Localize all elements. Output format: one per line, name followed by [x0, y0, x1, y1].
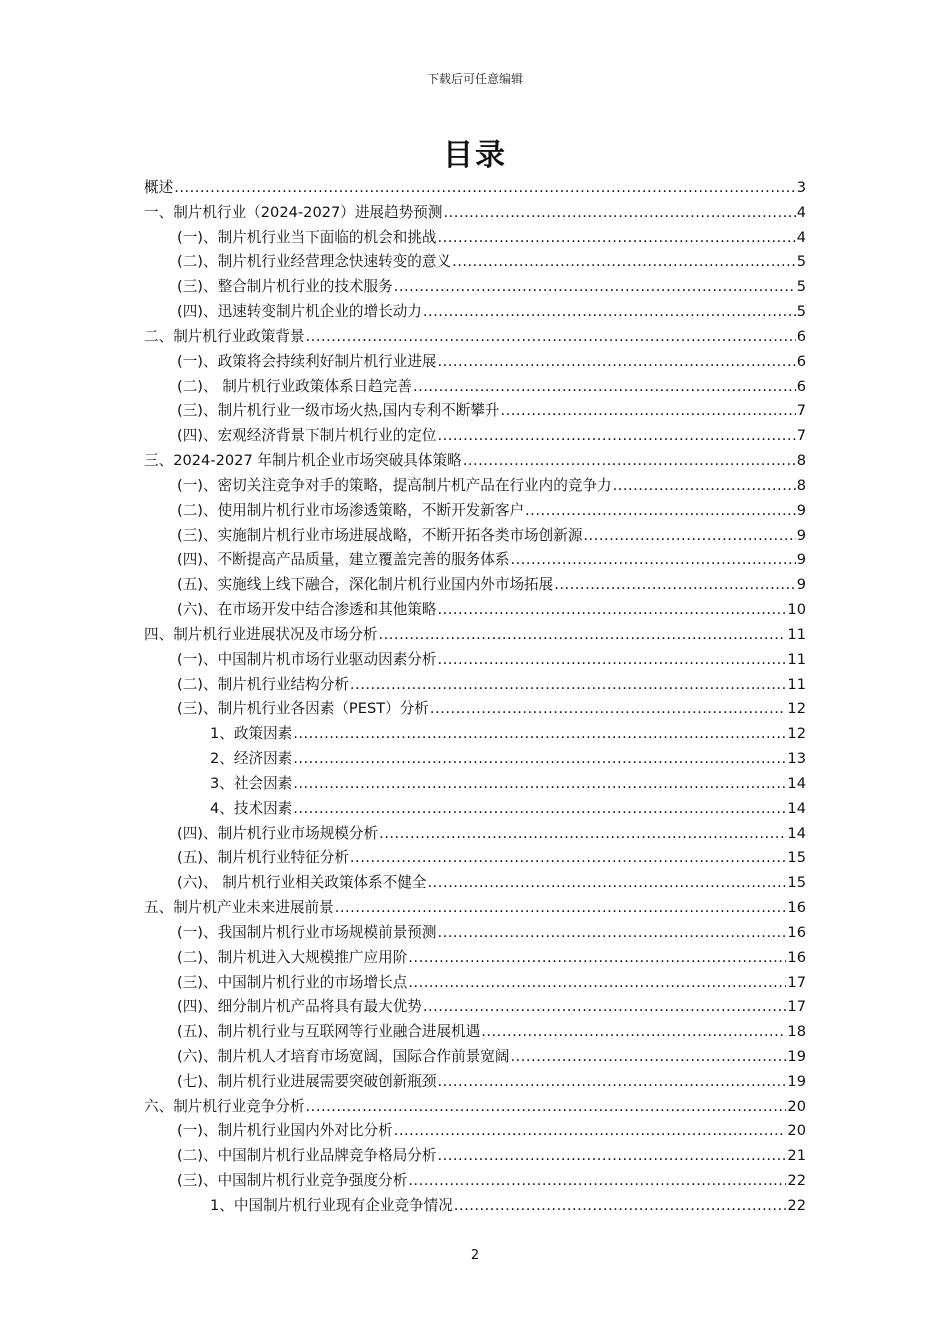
toc-leader-dots	[423, 300, 796, 325]
toc-entry[interactable]	[144, 499, 806, 524]
toc-entry[interactable]	[144, 375, 806, 400]
toc-leader-dots	[437, 350, 795, 375]
toc-entry-text: (五)、实施线上线下融合，深化制片机行业国内外市场拓展	[177, 576, 554, 594]
toc-entry-text: (二)、制片机行业结构分析	[177, 675, 349, 693]
toc-entry[interactable]	[144, 449, 806, 474]
toc-entry[interactable]	[144, 300, 806, 325]
toc-entry-page: 11	[787, 650, 806, 668]
toc-entry[interactable]	[144, 1169, 806, 1194]
toc-entry-text: (二)、 制片机行业政策体系日趋完善	[177, 377, 412, 395]
toc-leader-dots	[437, 1070, 786, 1095]
toc-leader-dots	[335, 896, 787, 921]
toc-entry[interactable]	[144, 995, 806, 1020]
toc-entry[interactable]	[144, 747, 806, 772]
toc-entry[interactable]	[144, 896, 806, 921]
toc-leader-dots	[437, 1144, 786, 1169]
toc-entry-page: 3	[796, 179, 806, 196]
toc-entry-page: 16	[787, 948, 806, 966]
toc-entry-page: 5	[796, 253, 806, 271]
toc-leader-dots	[437, 648, 786, 673]
toc-entry-text: (一)、制片机行业国内外对比分析	[177, 1122, 393, 1140]
toc-entry[interactable]	[144, 648, 806, 673]
toc-leader-dots	[437, 921, 786, 946]
toc-entry-text: (五)、制片机行业与互联网等行业融合进展机遇	[177, 1023, 481, 1041]
toc-entry[interactable]	[144, 226, 806, 251]
toc-entry-page: 6	[796, 377, 806, 395]
toc-leader-dots	[501, 399, 796, 424]
toc-leader-dots	[430, 697, 787, 722]
toc-entry-text: 四、制片机行业进展状况及市场分析	[144, 625, 378, 643]
toc-entry[interactable]	[144, 623, 806, 648]
toc-entry[interactable]	[144, 1020, 806, 1045]
toc-entry-page: 14	[787, 774, 806, 792]
toc-entry[interactable]	[144, 822, 806, 847]
toc-entry[interactable]	[144, 772, 806, 797]
toc-leader-dots	[408, 1169, 786, 1194]
toc-entry-text: (五)、制片机行业特征分析	[177, 849, 349, 867]
toc-entry-page: 7	[796, 427, 806, 445]
toc-entry-text: 概述	[144, 179, 174, 196]
toc-entry-page: 19	[787, 1072, 806, 1090]
toc-entry-text: (六)、 制片机行业相关政策体系不健全	[177, 874, 427, 892]
toc-entry[interactable]	[144, 971, 806, 996]
toc-leader-dots	[510, 548, 795, 573]
toc-entry[interactable]	[144, 598, 806, 623]
toc-entry-page: 22	[787, 1172, 806, 1190]
toc-entry-page: 9	[796, 501, 806, 519]
toc-entry-text: (四)、不断提高产品质量，建立覆盖完善的服务体系	[177, 551, 510, 569]
toc-leader-dots	[413, 375, 796, 400]
toc-entry-text: (二)、使用制片机行业市场渗透策略，不断开发新客户	[177, 501, 525, 519]
toc-entry-page: 16	[787, 923, 806, 941]
toc-leader-dots	[613, 474, 796, 499]
toc-entry[interactable]	[144, 573, 806, 598]
toc-leader-dots	[454, 1194, 787, 1219]
header-note: 下载后可任意编辑	[426, 72, 523, 86]
toc-entry[interactable]	[144, 474, 806, 499]
toc-entry-text: (三)、中国制片机行业的市场增长点	[177, 973, 408, 991]
toc-entry-page: 20	[787, 1097, 806, 1115]
toc-entry[interactable]	[144, 424, 806, 449]
toc-entry-page: 15	[787, 849, 806, 867]
toc-leader-dots	[423, 995, 787, 1020]
toc-entry[interactable]	[144, 797, 806, 822]
toc-entry[interactable]	[144, 921, 806, 946]
toc-entry-page: 17	[787, 998, 806, 1016]
toc-leader-dots	[408, 971, 786, 996]
toc-leader-dots	[350, 846, 787, 871]
toc-entry[interactable]	[144, 946, 806, 971]
toc-entry-text: 二、制片机行业政策背景	[144, 327, 305, 345]
toc-leader-dots	[394, 275, 796, 300]
toc-entry-page: 21	[787, 1147, 806, 1165]
toc-entry-page: 8	[796, 476, 806, 494]
toc-entry[interactable]	[144, 176, 806, 201]
toc-entry-page: 8	[796, 452, 806, 470]
toc-entry[interactable]	[144, 1070, 806, 1095]
toc-entry-text: (三)、中国制片机行业竞争强度分析	[177, 1172, 408, 1190]
toc-entry[interactable]	[144, 673, 806, 698]
toc-entry[interactable]	[144, 524, 806, 549]
toc-leader-dots	[394, 1119, 787, 1144]
toc-entry[interactable]	[144, 1045, 806, 1070]
toc-entry[interactable]	[144, 548, 806, 573]
toc-entry-text: (三)、整合制片机行业的技术服务	[177, 278, 393, 296]
toc-leader-dots	[306, 1095, 787, 1120]
toc-entry-text: 1、政策因素	[210, 725, 293, 743]
toc-entry-page: 22	[787, 1196, 806, 1214]
toc-leader-dots	[525, 499, 796, 524]
toc-entry-page: 6	[796, 352, 806, 370]
toc-entry-text: 三、2024-2027 年制片机企业市场突破具体策略	[144, 452, 462, 470]
toc-entry[interactable]	[144, 250, 806, 275]
table-of-contents	[144, 176, 806, 1219]
toc-entry[interactable]	[144, 1144, 806, 1169]
toc-entry-page: 14	[787, 799, 806, 817]
toc-entry-text: 1、中国制片机行业现有企业竞争情况	[210, 1196, 453, 1214]
toc-entry[interactable]	[144, 325, 806, 350]
toc-entry-text: (六)、制片机人才培育市场宽阔，国际合作前景宽阔	[177, 1047, 510, 1065]
toc-entry-text: (二)、制片机进入大规模推广应用阶	[177, 948, 408, 966]
toc-entry-text: (一)、中国制片机市场行业驱动因素分析	[177, 650, 437, 668]
toc-entry-text: (六)、在市场开发中结合渗透和其他策略	[177, 601, 437, 619]
toc-entry-page: 11	[787, 675, 806, 693]
toc-entry-page: 7	[796, 402, 806, 420]
toc-entry-page: 12	[787, 725, 806, 743]
toc-entry-page: 20	[787, 1122, 806, 1140]
toc-leader-dots	[306, 325, 796, 350]
toc-entry[interactable]	[144, 871, 806, 896]
toc-entry-page: 9	[796, 526, 806, 544]
toc-leader-dots	[174, 176, 796, 201]
page-number: 2	[470, 1248, 480, 1263]
toc-entry[interactable]	[144, 350, 806, 375]
toc-entry-text: (一)、密切关注竞争对手的策略，提高制片机产品在行业内的竞争力	[177, 476, 612, 494]
toc-leader-dots	[293, 772, 786, 797]
toc-entry-page: 11	[787, 625, 806, 643]
toc-entry-text: (四)、制片机行业市场规模分析	[177, 824, 379, 842]
toc-leader-dots	[293, 747, 786, 772]
toc-entry-page: 10	[787, 601, 806, 619]
toc-entry-page: 17	[787, 973, 806, 991]
toc-leader-dots	[583, 524, 795, 549]
toc-entry[interactable]	[144, 697, 806, 722]
toc-entry-text: 2、经济因素	[210, 750, 293, 768]
page-title: 目录	[443, 138, 507, 173]
toc-leader-dots	[379, 623, 787, 648]
toc-entry[interactable]	[144, 1119, 806, 1144]
toc-entry-page: 13	[787, 750, 806, 768]
toc-entry-page: 18	[787, 1023, 806, 1041]
toc-entry[interactable]	[144, 201, 806, 226]
toc-entry-page: 5	[796, 278, 806, 296]
toc-entry-text: (三)、实施制片机行业市场进展战略，不断开拓各类市场创新源	[177, 526, 583, 544]
toc-entry-text: (三)、制片机行业一级市场火热,国内专利不断攀升	[177, 402, 500, 420]
toc-entry-text: (一)、制片机行业当下面临的机会和挑战	[177, 228, 437, 246]
toc-leader-dots	[437, 424, 795, 449]
toc-entry-text: (二)、中国制片机行业品牌竞争格局分析	[177, 1147, 437, 1165]
toc-entry-text: (四)、迅速转变制片机企业的增长动力	[177, 303, 422, 321]
toc-leader-dots	[437, 226, 795, 251]
toc-entry-text: 六、制片机行业竞争分析	[144, 1097, 305, 1115]
toc-leader-dots	[437, 598, 786, 623]
toc-entry-text: 3、社会因素	[210, 774, 293, 792]
toc-entry[interactable]	[144, 722, 806, 747]
toc-entry-page: 9	[796, 551, 806, 569]
toc-entry[interactable]	[144, 1095, 806, 1120]
toc-entry[interactable]	[144, 1194, 806, 1219]
toc-entry-page: 16	[787, 899, 806, 917]
toc-leader-dots	[443, 201, 795, 226]
toc-entry[interactable]	[144, 399, 806, 424]
toc-entry-page: 14	[787, 824, 806, 842]
toc-entry-text: (七)、制片机行业进展需要突破创新瓶颈	[177, 1072, 437, 1090]
toc-entry-text: (二)、制片机行业经营理念快速转变的意义	[177, 253, 452, 271]
toc-leader-dots	[293, 797, 786, 822]
toc-entry-page: 4	[796, 203, 806, 221]
toc-entry-page: 6	[796, 327, 806, 345]
toc-entry-page: 19	[787, 1047, 806, 1065]
toc-entry-text: (一)、我国制片机行业市场规模前景预测	[177, 923, 437, 941]
toc-entry-page: 12	[787, 700, 806, 718]
toc-leader-dots	[408, 946, 786, 971]
toc-leader-dots	[428, 871, 787, 896]
toc-entry-page: 5	[796, 303, 806, 321]
toc-leader-dots	[554, 573, 795, 598]
toc-entry-text: 4、技术因素	[210, 799, 293, 817]
toc-leader-dots	[379, 822, 786, 847]
toc-entry-page: 15	[787, 874, 806, 892]
toc-leader-dots	[350, 673, 787, 698]
toc-entry-page: 9	[796, 576, 806, 594]
toc-entry-text: (四)、细分制片机产品将具有最大优势	[177, 998, 422, 1016]
toc-entry[interactable]	[144, 275, 806, 300]
toc-entry-text: (四)、宏观经济背景下制片机行业的定位	[177, 427, 437, 445]
toc-entry-text: 一、制片机行业（2024-2027）进展趋势预测	[144, 203, 443, 221]
toc-leader-dots	[293, 722, 786, 747]
toc-entry-text: (三)、制片机行业各因素（PEST）分析	[177, 700, 429, 718]
toc-entry-text: 五、制片机产业未来进展前景	[144, 899, 334, 917]
toc-leader-dots	[510, 1045, 786, 1070]
toc-entry-text: (一)、政策将会持续利好制片机行业进展	[177, 352, 437, 370]
toc-leader-dots	[452, 250, 796, 275]
toc-entry[interactable]	[144, 846, 806, 871]
toc-leader-dots	[481, 1020, 786, 1045]
toc-leader-dots	[463, 449, 796, 474]
toc-entry-page: 4	[796, 228, 806, 246]
